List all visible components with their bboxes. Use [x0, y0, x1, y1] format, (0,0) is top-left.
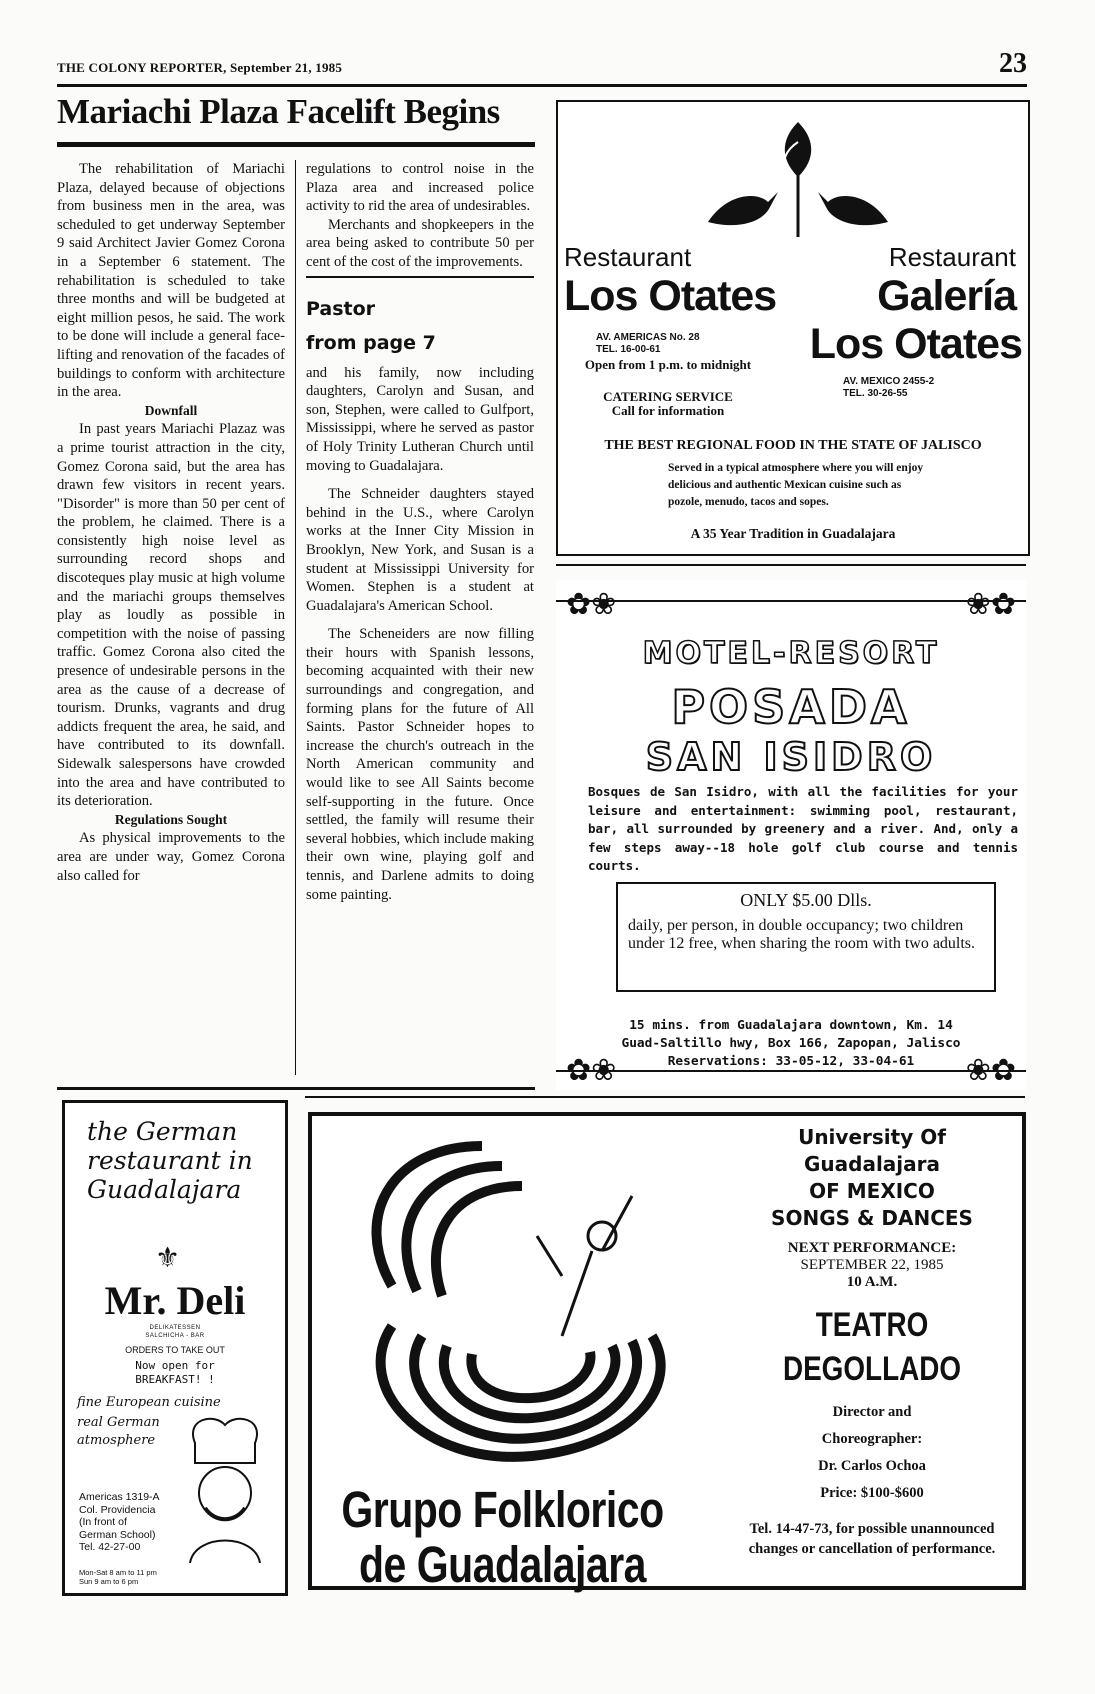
deli-logo-sub: SALCHICHA - BAR: [145, 1333, 205, 1339]
location-line: Guad-Saltillo hwy, Box 166, Zapopan, Jalisco: [621, 1036, 961, 1051]
breakfast-note: [65, 1359, 285, 1387]
university-line: University Of: [798, 1125, 946, 1149]
restaurant-label-right: Restaurant: [888, 242, 1016, 272]
flower-ornament-icon: ✿❀: [566, 587, 617, 622]
address-line: German School): [79, 1528, 156, 1541]
reservations: Reservations: 33-05-12, 33-04-61: [667, 1054, 915, 1069]
flower-ornament-icon: ❀✿: [965, 587, 1016, 622]
restaurant-label-left: Restaurant: [564, 242, 692, 272]
tradition-line: A 35 Year Tradition in Guadalajara: [690, 526, 896, 541]
venue-line: DEGOLLADO: [782, 1350, 962, 1388]
restaurant-name-right: Galería: [877, 272, 1016, 320]
telephone-left: TEL. 16-00-61: [596, 344, 661, 355]
hours-line: Mon-Sat 8 am to 11 pm: [79, 1568, 157, 1577]
take-out: ORDERS TO TAKE OUT: [125, 1345, 225, 1355]
call-for-info: Call for information: [611, 403, 725, 418]
catering-service: CATERING SERVICE: [603, 389, 733, 404]
ornament-rule: [556, 600, 1026, 602]
column-divider: [295, 160, 296, 1075]
deli-hours: [79, 1569, 157, 1586]
location-line: 15 mins. from Guadalajara downtown, Km. 14: [629, 1018, 953, 1033]
restaurant-name-left: Los Otates: [564, 272, 777, 320]
deli-address: [79, 1491, 160, 1554]
article-paragraph: and his family, now including daughters, Carolyn and Susan, and son, Stephen, were called to Gulfport, Mississippi, where he served as pastor of Holy Trinity Lutheran Church until moving to Guadalajara.: [306, 364, 534, 474]
director-line: Choreographer:: [821, 1431, 923, 1447]
masthead-title: THE COLONY REPORTER, September 21, 1985: [57, 60, 343, 75]
deli-logo: Mr. Deli: [104, 1278, 246, 1323]
crest-icon: ⚜: [155, 1241, 181, 1274]
subhead-downfall: Downfall: [144, 402, 198, 418]
chef-icon: [175, 1413, 275, 1563]
price-box: [616, 882, 996, 992]
telephone-right: TEL. 30-26-55: [843, 388, 908, 399]
ad-mr-deli: [62, 1100, 288, 1596]
performance-time: 10 A.M.: [846, 1274, 898, 1290]
telephone-note: Tel. 14-47-73, for possible unannounced changes or cancellation of performance.: [748, 1521, 996, 1557]
next-label: NEXT PERFORMANCE:: [787, 1240, 957, 1256]
price: ONLY $5.00 Dlls.: [740, 890, 872, 910]
pastor-jump: from page 7: [306, 331, 436, 354]
grupo-title: [330, 1482, 675, 1592]
performance-info: [732, 1116, 1012, 1559]
headline-rule: [57, 142, 535, 147]
address-line: Americas 1319-A: [79, 1491, 160, 1503]
address-line: Col. Providencia: [79, 1503, 156, 1516]
dancer-illustration: [332, 1126, 692, 1476]
director-line: Director and: [832, 1404, 912, 1420]
article-paragraph: In past years Mariachi Plazaz was a prime tourist attraction in the city, Gomez Corona said, but the area has drawn few visitors in recent years. "Disorder" is more than 50 per cent of the problem, he claimed. There is a consistently high noise level as surrounding record shops and discoteques play music at high volume and the mariachi groups themselves play as loudly as possible in competition with the noise of passing traffic. Gomez Corona also cited the presence of undesirable persons in the area as the cause of a decrease of tourism. Drunks, vagrants and drug addicts frequent the area, he said, and have contributed to its downfall. Sidewalk salespersons have crowded into the area and have contributed to its deterioration.: [57, 421, 285, 810]
san-isidro-title: SAN ISIDRO: [645, 735, 937, 779]
article-paragraph: Merchants and shopkeepers in the area being asked to contribute 50 per cent of the cost of the improvements.: [306, 216, 534, 270]
restaurant-name-right-2: Los Otates: [809, 320, 1022, 368]
university-line: OF MEXICO: [809, 1179, 935, 1203]
posada-title: POSADA: [671, 680, 911, 734]
deli-script-title: the German restaurant in Guadalajara: [87, 1117, 253, 1204]
university-block: [732, 1124, 1012, 1232]
university-line: Guadalajara: [803, 1152, 941, 1176]
tagline: THE BEST REGIONAL FOOD IN THE STATE OF JALISCO: [604, 438, 982, 453]
ad-posada-san-isidro: [556, 580, 1026, 1090]
ornament-rule: [556, 1070, 1026, 1072]
fine-cuisine: fine European cuisine: [77, 1395, 221, 1410]
birds-and-leaf-icon: [668, 112, 928, 242]
article-paragraph: regulations to control noise in the Plaza area and increased police activity to rid the area of undesirables.: [306, 161, 534, 215]
article-column-1: [57, 160, 285, 885]
ad-divider: [305, 1096, 1025, 1098]
university-line: SONGS & DANCES: [771, 1206, 973, 1230]
pastor-headline: [306, 292, 534, 360]
grupo-title-line: Grupo Folklorico: [341, 1480, 664, 1539]
masthead: [57, 48, 1027, 87]
deli-logo-sub: DELIKATESSEN: [149, 1325, 201, 1331]
motel-location: [556, 1017, 1026, 1071]
performance-date: SEPTEMBER 22, 1985: [800, 1257, 944, 1273]
venue: [757, 1303, 987, 1391]
now-open: Now open for: [135, 1359, 215, 1372]
article-paragraph: The Scheneiders are now filling their hours with Spanish lessons, becoming acquainted with their new surroundings and congregation, and forming plans for the future of All Saints. Pastor Schneider hopes to increase the church's outreach in the North American community and would like to see All Saints become self-supporting in the future. Once settled, the family will resume their several hobbies, which include making their own wine, playing golf and tennis, and Darlene admits to doing some painting.: [306, 626, 534, 903]
director-block: [732, 1399, 1012, 1507]
pastor-title: Pastor: [306, 297, 376, 320]
price-detail: daily, per person, in double occupancy; two children under 12 free, when sharing the room with two adults.: [628, 917, 976, 952]
address-line: (In front of: [79, 1516, 127, 1528]
grupo-title-line: de Guadalajara: [359, 1535, 646, 1594]
director-name: Dr. Carlos Ochoa: [818, 1458, 926, 1474]
real-german: real German: [77, 1415, 160, 1430]
article-paragraph: As physical improvements to the area are under way, Gomez Corona also called for: [57, 830, 285, 884]
subhead-regulations: Regulations Sought: [114, 811, 228, 827]
address-right: AV. MEXICO 2455-2: [843, 376, 935, 387]
description: Served in a typical atmosphere where you will enjoy delicious and authentic Mexican cuisine such as pozole, menudo, tacos and sopes.: [668, 462, 924, 508]
ad-divider: [556, 564, 1026, 566]
breakfast: BREAKFAST! !: [135, 1373, 215, 1386]
address-left: AV. AMERICAS No. 28: [596, 332, 700, 343]
atmosphere: atmosphere: [77, 1433, 156, 1448]
hours-line: Sun 9 am to 6 pm: [79, 1576, 139, 1586]
hours-left: Open from 1 p.m. to midnight: [584, 357, 752, 372]
motel-description: Bosques de San Isidro, with all the facilities for your leisure and entertainment: swimming pool, restaurant, bar, all surrounded by greenery and a river. And, only a few steps away--18 hole golf club course and tennis courts.: [588, 784, 1018, 873]
price: Price: $100-$600: [820, 1485, 924, 1501]
article-column-2: [306, 160, 534, 904]
ad-los-otates: [556, 100, 1030, 556]
section-rule: [306, 276, 534, 278]
next-performance: [732, 1240, 1012, 1291]
motel-title: MOTEL-RESORT: [642, 636, 940, 671]
article-headline: Mariachi Plaza Facelift Begins: [57, 92, 500, 131]
ad-grupo-folklorico: [308, 1112, 1026, 1594]
article-bottom-rule: [57, 1087, 535, 1090]
venue-line: TEATRO: [815, 1306, 929, 1344]
page-number: 23: [999, 48, 1027, 79]
telephone: Tel. 42-27-00: [79, 1541, 141, 1553]
article-paragraph: The rehabilitation of Mariachi Plaza, delayed because of objections from business men in the area, was scheduled to get underway September 9 said Architect Javier Gomez Corona in a September 6 statement. The rehabilitation is scheduled to take three months and will be budgeted at eight million pesos, he said. The work to be done will include a general face-lifting and renovation of the facades of buildings to conform with architecture in the area.: [57, 161, 285, 401]
article-paragraph: The Schneider daughters stayed behind in the U.S., where Carolyn works at the Inner City Mission in Brooklyn, New York, and Susan is a student at Mississippi University for Women. Stephen is a student at Guadalajara's American School.: [306, 486, 534, 614]
flower-ornament-icon: ✿❀: [566, 1053, 617, 1088]
flower-ornament-icon: ❀✿: [965, 1053, 1016, 1088]
